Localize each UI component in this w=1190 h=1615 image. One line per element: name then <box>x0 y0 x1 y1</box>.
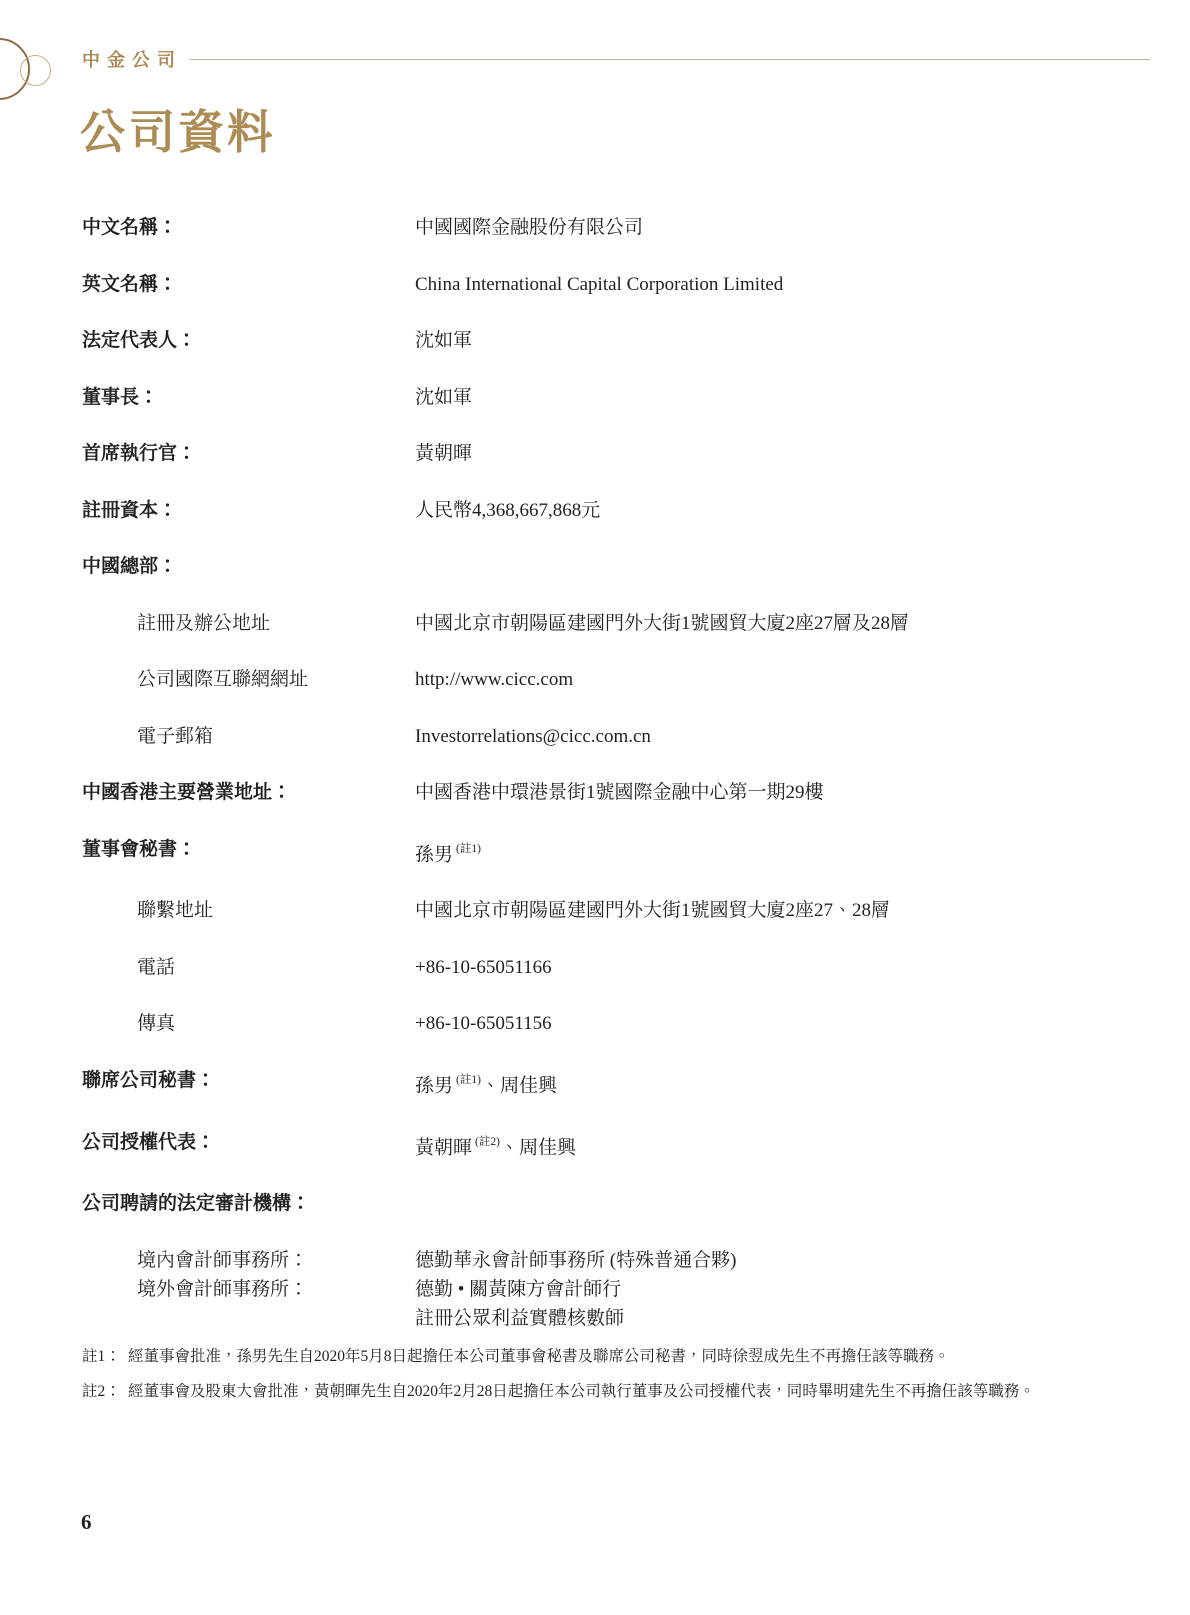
field-value: 註冊公眾利益實體核數師 <box>415 1307 625 1329</box>
field-value <box>415 1132 1150 1159</box>
field-value-text: 黃朝暉 <box>415 1136 473 1158</box>
field-value: China International Capital Corporation Limited <box>415 273 784 295</box>
field-label: 傳真 <box>137 1013 176 1035</box>
field-value-text: 孫男 <box>415 843 454 865</box>
info-row <box>82 1250 1150 1272</box>
info-row <box>82 1308 1150 1330</box>
info-row <box>82 217 1150 239</box>
header-rule <box>190 59 1150 60</box>
field-label: 境內會計師事務所： <box>137 1249 309 1271</box>
field-value: 沈如軍 <box>415 386 473 408</box>
field-value: +86-10-65051156 <box>415 1013 552 1035</box>
footnote-text: 經董事會及股東大會批准，黃朝暉先生自2020年2月28日起擔任本公司執行董事及公司授權代表，同時畢明建先生不再擔任該等職務。 <box>128 1383 1035 1400</box>
info-row <box>82 1070 1150 1097</box>
field-label: 公司國際互聯網網址 <box>137 669 309 690</box>
field-value <box>415 1193 1150 1215</box>
field-value: 中國香港中環港景街1號國際金融中心第一期29樓 <box>415 782 824 803</box>
field-label: 中國香港主要營業地址： <box>82 782 292 803</box>
info-row <box>82 613 1150 635</box>
footnote-ref: (註2) <box>475 1135 500 1148</box>
info-row <box>82 443 1150 465</box>
field-value: 德勤 • 關黃陳方會計師行 <box>415 1278 622 1300</box>
field-value <box>415 556 1150 578</box>
footnote-text: 經董事會批准，孫男先生自2020年5月8日起擔任本公司董事會秘書及聯席公司秘書，同時徐翌成先生不再擔任該等職務。 <box>128 1348 950 1365</box>
page-number: 6 <box>81 1510 92 1534</box>
field-label: 中國總部： <box>82 556 178 577</box>
info-row <box>82 839 1150 866</box>
field-value-text: 孫男 <box>415 1075 454 1097</box>
info-row <box>82 1132 1150 1159</box>
field-label: 註冊資本： <box>82 499 178 521</box>
field-value: 中國國際金融股份有限公司 <box>415 217 644 238</box>
field-label: 法定代表人： <box>82 330 197 351</box>
info-row <box>82 500 1150 522</box>
field-value: http://www.cicc.com <box>415 669 574 690</box>
info-row <box>82 330 1150 352</box>
field-value-text: 、周佳興 <box>499 1136 576 1158</box>
info-row <box>82 726 1150 748</box>
company-info-list <box>82 217 1150 1337</box>
footnote <box>82 1380 1117 1405</box>
field-label <box>82 1308 415 1330</box>
info-row <box>82 1013 1150 1035</box>
field-value: 人民幣4,368,667,868元 <box>415 499 601 521</box>
page-header <box>82 46 1150 72</box>
field-label: 聯繫地址 <box>137 900 214 922</box>
field-value: 中國北京市朝陽區建國門外大街1號國貿大廈2座27層及28層 <box>415 612 910 634</box>
decorative-circles <box>0 0 80 140</box>
field-label: 聯席公司秘書： <box>82 1069 216 1091</box>
info-row <box>82 387 1150 409</box>
field-value <box>415 1070 1150 1097</box>
field-label: 公司授權代表： <box>82 1131 216 1153</box>
footnote <box>82 1345 1117 1370</box>
field-label: 董事會秘書： <box>82 838 197 860</box>
info-row <box>82 1279 1150 1301</box>
footnote-label: 註1： <box>82 1348 121 1365</box>
field-value: 德勤華永會計師事務所 (特殊普通合夥) <box>415 1249 737 1271</box>
field-label: 英文名稱： <box>82 273 178 295</box>
field-value <box>415 839 1150 866</box>
field-label: 公司聘請的法定審計機構： <box>82 1193 311 1215</box>
field-label: 中文名稱： <box>82 217 178 238</box>
footnotes <box>82 1345 1117 1415</box>
field-label: 境外會計師事務所： <box>137 1278 309 1300</box>
field-value: Investorrelations@cicc.com.cn <box>415 725 651 747</box>
field-label: 註冊及辦公地址 <box>137 612 271 634</box>
info-row <box>82 669 1150 691</box>
field-value-text: 、周佳興 <box>480 1075 557 1097</box>
info-row <box>82 274 1150 296</box>
info-row <box>82 900 1150 922</box>
info-row <box>82 782 1150 804</box>
info-row <box>82 556 1150 578</box>
field-label: 首席執行官： <box>82 443 197 464</box>
field-label: 電話 <box>137 956 176 978</box>
brand-logo-text: 中金公司 <box>82 50 182 70</box>
field-value: 黃朝暉 <box>415 443 473 464</box>
circle-icon <box>20 55 51 86</box>
info-row <box>82 957 1150 979</box>
field-value: 中國北京市朝陽區建國門外大街1號國貿大廈2座27、28層 <box>415 900 891 922</box>
footnote-ref: (註1) <box>456 842 481 855</box>
page-title: 公司資料 <box>80 107 276 158</box>
info-row <box>82 1193 1150 1215</box>
field-label: 電子郵箱 <box>137 725 214 747</box>
field-value: +86-10-65051166 <box>415 956 552 978</box>
footnote-ref: (註1) <box>456 1073 481 1086</box>
field-label: 董事長： <box>82 386 159 408</box>
footnote-label: 註2： <box>82 1383 121 1400</box>
field-value: 沈如軍 <box>415 330 473 351</box>
